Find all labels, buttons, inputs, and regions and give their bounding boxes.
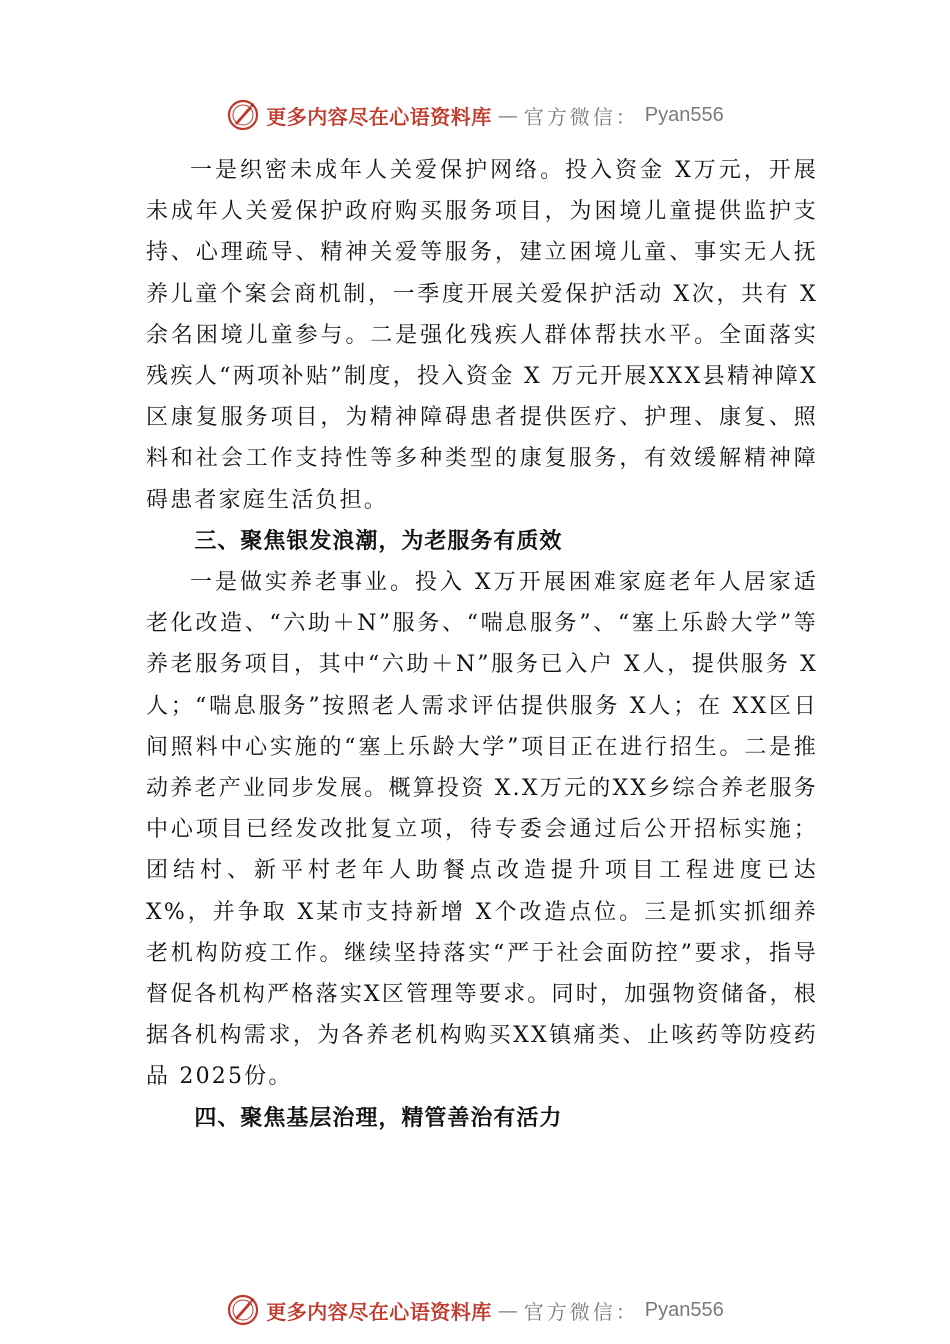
paragraph-minor-protection: 一是织密未成年人关爱保护网络。投入资金 X万元，开展未成年人关爱保护政府购买服务项目，为困境儿童提供监护支持、心理疏导、精神关爱等服务，建立困境儿童、事实无人抚养儿童个案会商机制，一季度开展关爱保护活动 X次，共有 X余名困境儿童参与。二是强化残疾人群体帮扶水平。全面落实残疾人“两项补贴”制度，投入资金 X 万元开展XXX县精神障X区康复服务项目，为精神障碍患者提供医疗、护理、康复、照料和社会工作支持性等多种类型的康复服务，有效缓解精神障碍患者家庭生活负担。: [146, 158, 818, 513]
section-heading-3: 三、聚焦银发浪潮，为老服务有质效: [194, 528, 563, 554]
quill-seal-icon: [226, 1293, 260, 1327]
watermark-brand: 更多内容尽在心语资料库: [266, 104, 492, 129]
watermark-separator: —: [497, 1298, 518, 1322]
header-watermark: [0, 95, 950, 135]
watermark-wechat-id: Pyan556: [644, 103, 724, 126]
quill-seal-icon: [226, 98, 260, 132]
watermark-brand: 更多内容尽在心语资料库: [266, 1299, 492, 1324]
watermark-wechat-label: 官方微信：: [523, 1299, 639, 1324]
watermark-wechat-label: 官方微信：: [523, 104, 639, 129]
watermark-separator: —: [497, 103, 518, 127]
watermark-wechat-id: Pyan556: [644, 1298, 724, 1321]
paragraph-elderly-services: 一是做实养老事业。投入 X万开展困难家庭老年人居家适老化改造、“六助＋N”服务、“喘息服务”、“塞上乐龄大学”等养老服务项目，其中“六助＋N”服务已入户 X人，提供服务 X人；“喘息服务”按照老人需求评估提供服务 X人；在 XX区日间照料中心实施的“塞上乐龄大学”项目正在进行招生。二是推动养老产业同步发展。概算投资 X.X万元的XX乡综合养老服务中心项目已经发改批复立项，待专委会通过后公开招标实施；团结村、新平村老年人助餐点改造提升项目工程进度已达 X%，并争取 X某市支持新增 X个改造点位。三是抓实抓细养老机构防疫工作。继续坚持落实“严于社会面防控”要求，指导督促各机构严格落实X区管理等要求。同时，加强物资储备，根据各机构需求，为各养老机构购买XX镇痛类、止咳药等防疫药品 2025份。: [146, 570, 818, 1090]
section-heading-4: 四、聚焦基层治理，精管善治有活力: [194, 1105, 563, 1131]
footer-watermark: [0, 1290, 950, 1330]
document-body: [146, 150, 818, 1139]
